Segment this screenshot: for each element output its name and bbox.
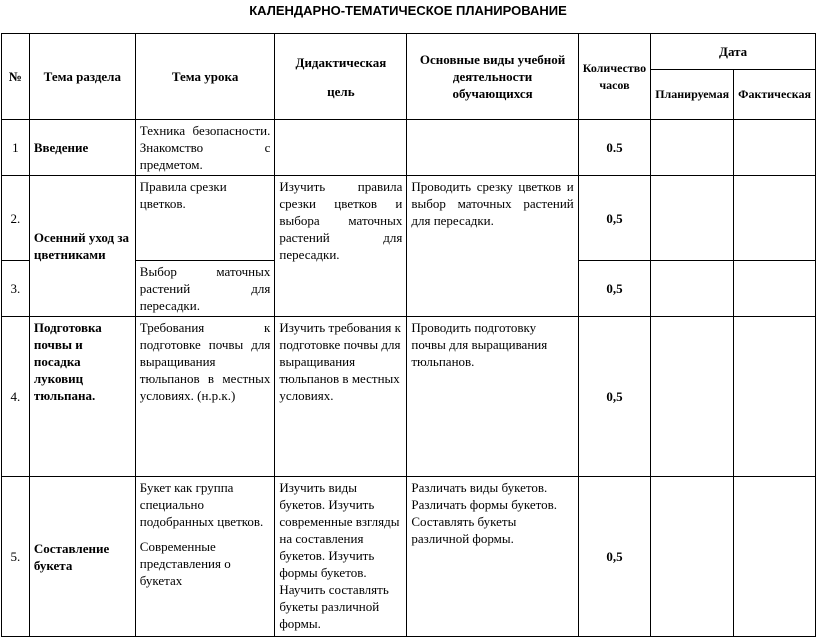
- row-section: Составление букета: [29, 477, 135, 637]
- table-row: [2, 477, 816, 637]
- header-activity: Основные виды учебной деятельности обучающихся: [407, 34, 578, 120]
- row-section: Подготовка почвы и посадка луковиц тюльпана.: [29, 317, 135, 477]
- row-date-fact: [734, 477, 816, 637]
- row-lesson: Требования к подготовке почвы для выращивания тюльпанов в местных условиях. (н.р.к.): [135, 317, 275, 477]
- row-date-fact: [734, 176, 816, 261]
- row-date-plan: [651, 176, 734, 261]
- row-lesson: Выбор маточных растений для пересадки.: [135, 261, 275, 317]
- header-goal: [275, 34, 407, 120]
- header-section: Тема раздела: [29, 34, 135, 120]
- row-activity: Проводить подготовку почвы для выращивания тюльпанов.: [407, 317, 578, 477]
- row-num: 3.: [2, 261, 30, 317]
- row-lesson-part1: Букет как группа специально подобранных цветков.: [139, 480, 264, 529]
- row-date-fact: [734, 261, 816, 317]
- header-date: Дата: [651, 34, 816, 70]
- header-date-plan: Планируемая: [651, 70, 734, 120]
- row-lesson: Техника безопасности. Знакомство с предметом.: [135, 120, 275, 176]
- row-num: 1: [2, 120, 30, 176]
- header-goal-line1: Дидактическая: [295, 54, 387, 70]
- row-section: Осенний уход за цветниками: [29, 176, 135, 317]
- row-lesson-part2: Современные представления о букетах: [139, 539, 231, 588]
- header-hours: Количество часов: [578, 34, 650, 120]
- row-hours: 0,5: [578, 477, 650, 637]
- header-lesson: Тема урока: [135, 34, 275, 120]
- row-date-plan: [651, 120, 734, 176]
- row-goal: [275, 120, 407, 176]
- row-num: 4.: [2, 317, 30, 477]
- header-row: [2, 34, 816, 70]
- row-num: 5.: [2, 477, 30, 637]
- header-date-fact: Фактическая: [734, 70, 816, 120]
- row-hours: 0,5: [578, 176, 650, 261]
- row-date-plan: [651, 477, 734, 637]
- header-num: №: [2, 34, 30, 120]
- row-date-fact: [734, 317, 816, 477]
- page-title: КАЛЕНДАРНО-ТЕМАТИЧЕСКОЕ ПЛАНИРОВАНИЕ: [249, 3, 567, 18]
- row-hours: 0,5: [578, 261, 650, 317]
- row-date-plan: [651, 261, 734, 317]
- row-date-fact: [734, 120, 816, 176]
- table-row: [2, 176, 816, 261]
- row-date-plan: [651, 317, 734, 477]
- table-row: [2, 120, 816, 176]
- table-row: [2, 317, 816, 477]
- row-lesson: Правила срезки цветков.: [135, 176, 275, 261]
- planning-table: [1, 33, 816, 637]
- row-activity: [407, 120, 578, 176]
- row-num: 2.: [2, 176, 30, 261]
- row-section: Введение: [29, 120, 135, 176]
- header-goal-line2: цель: [327, 83, 355, 99]
- row-activity: Различать виды букетов. Различать формы букетов. Составлять букеты различной формы.: [407, 477, 578, 637]
- row-goal: Изучить требования к подготовке почвы для выращивания тюльпанов в местных условиях.: [275, 317, 407, 477]
- row-lesson: [135, 477, 275, 637]
- row-hours: 0.5: [578, 120, 650, 176]
- row-goal: Изучить виды букетов. Изучить современные взгляды на составления букетов. Изучить формы букетов. Научить составлять букеты различной формы.: [275, 477, 407, 637]
- row-hours: 0,5: [578, 317, 650, 477]
- row-goal: Изучить правила срезки цветков и выбора маточных растений для пересадки.: [275, 176, 407, 317]
- row-activity: Проводить срезку цветков и выбор маточных растений для пересадки.: [407, 176, 578, 317]
